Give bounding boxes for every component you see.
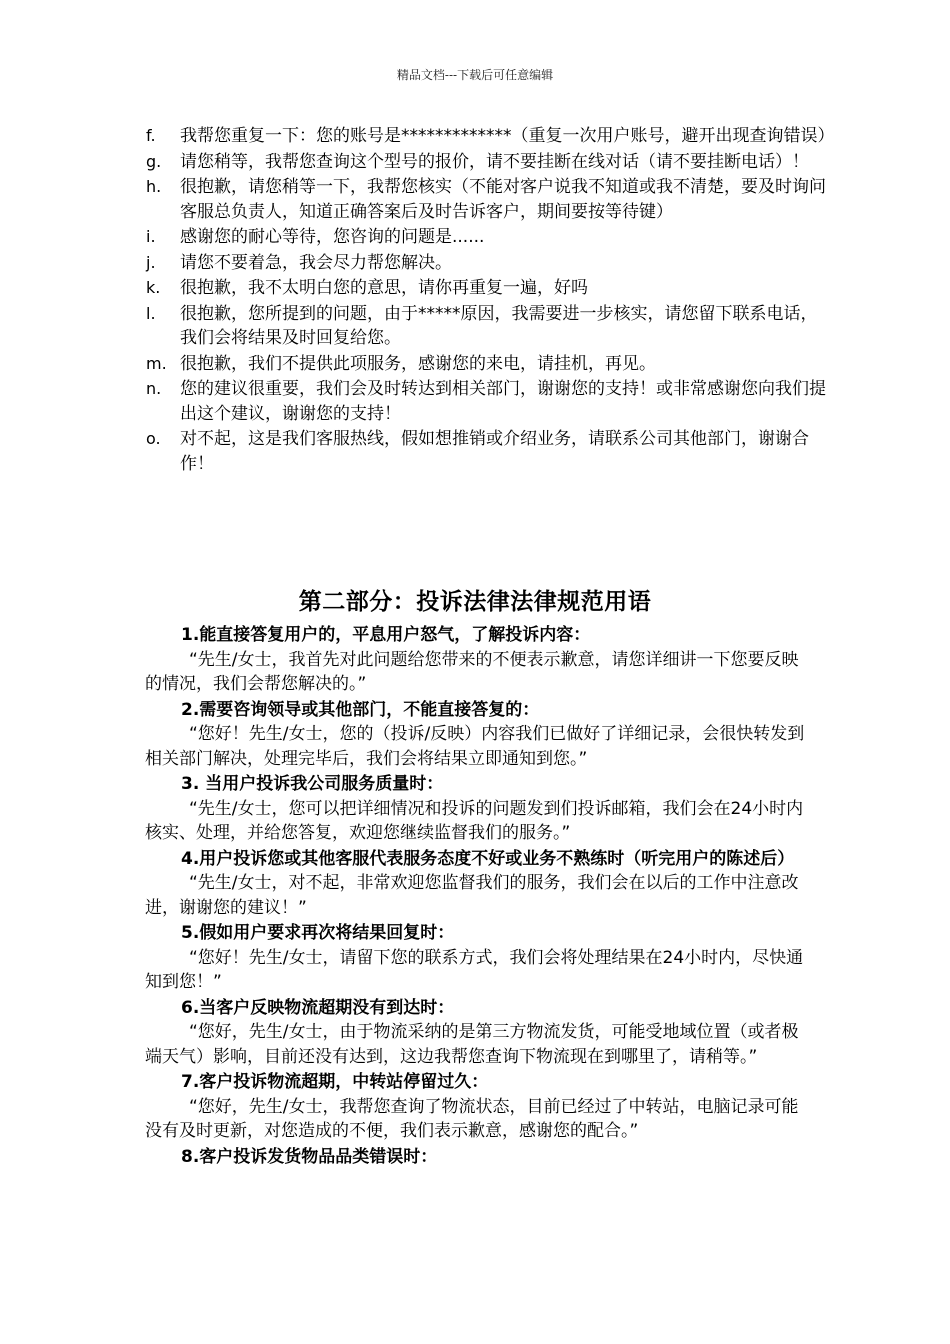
qa-answer: “先生/女士，我首先对此问题给您带来的不便表示歉意，请您详细讲一下您要反映的情况，我们会帮您解决的。” [145,649,799,694]
list-item [146,352,826,377]
list-marker: j. [146,252,156,272]
qa-answer: “您好！先生/女士，请留下您的联系方式，我们会将处理结果在24小时内，尽快通知到您！” [145,947,804,992]
list-item [146,427,826,476]
list-item-text: 我帮您重复一下：您的账号是*************（重复一次用户账号，避开出现查询错误） [180,126,835,146]
list-marker: g. [146,151,162,171]
qa-answer: “您好！先生/女士，您的（投诉/反映）内容我们已做好了详细记录，会很快转发到相关部门解决，处理完毕后，我们会将结果立即通知到您。” [145,724,805,769]
list-item [146,225,826,250]
list-item [146,124,835,149]
list-marker: n. [146,379,162,398]
list-marker: m. [146,353,167,373]
qa-question: 3. 当用户投诉我公司服务质量时： [181,774,444,794]
list-item [146,175,826,224]
list-item [146,251,826,276]
list-marker: h. [146,177,162,196]
list-item [146,377,826,426]
qa-question: 8.客户投诉发货物品品类错误时： [181,1146,438,1167]
page-header: 精品文档---下载后可任意编辑 [396,68,554,82]
list-item [146,150,826,175]
qa-answer: “先生/女士，对不起，非常欢迎您监督我们的服务，我们会在以后的工作中注意改进，谢谢您的建议！” [145,873,799,918]
list-item-text: 很抱歉，您所提到的问题，由于*****原因，我需要进一步核实，请您留下联系电话，我们会将结果及时回复给您。 [180,303,818,348]
section-title: 第二部分：投诉法律法律规范用语 [298,589,652,615]
list-item-text: 请您不要着急，我会尽力帮您解决。 [180,252,452,273]
list-marker: k. [146,278,161,297]
qa-section [145,623,810,1169]
qa-answer: “先生/女士，您可以把详细情况和投诉的问题发到们投诉邮箱，我们会在24小时内核实、处理，并给您答复，欢迎您继续监督我们的服务。” [145,798,804,843]
list-marker: f. [146,126,156,145]
qa-question: 5.假如用户要求再次将结果回复时： [181,923,455,943]
list-item-text: 感谢您的耐心等待，您咨询的问题是...... [180,227,485,247]
list-item-text: 对不起，这是我们客服热线，假如想推销或介绍业务，请联系公司其他部门，谢谢合作！ [180,429,809,474]
list-item [146,276,826,301]
list-marker: o. [146,429,161,448]
qa-question: 2.需要咨询领导或其他部门，不能直接答复的： [181,699,540,720]
qa-question: 6.当客户反映物流超期没有到达时： [181,997,455,1018]
phrase-list [146,124,835,477]
list-item [146,302,826,351]
list-item-text: 请您稍等，我帮您查询这个型号的报价，请不要挂断在线对话（请不要挂断电话）！ [180,151,809,172]
list-item-text: 很抱歉，我们不提供此项服务，感谢您的来电，请挂机，再见。 [180,353,656,374]
list-item-text: 很抱歉，我不太明白您的意思，请你再重复一遍，好吗 [180,278,588,298]
qa-answer: “您好，先生/女士，由于物流采纳的是第三方物流发货，可能受地域位置（或者极端天气）影响，目前还没有达到，这边我帮您查询下物流现在到哪里了，请稍等。” [145,1022,799,1067]
qa-question: 1.能直接答复用户的，平息用户怒气，了解投诉内容： [181,625,591,645]
qa-question: 7.客户投诉物流超期，中转站停留过久： [181,1072,489,1092]
list-marker: i. [146,227,156,246]
qa-answer: “您好，先生/女士，我帮您查询了物流状态，目前已经过了中转站，电脑记录可能没有及时更新，对您造成的不便，我们表示歉意，感谢您的配合。” [145,1096,799,1141]
list-item-text: 很抱歉，请您稍等一下，我帮您核实（不能对客户说我不知道或我不清楚，要及时询问客服总负责人，知道正确答案后及时告诉客户，期间要按等待键） [180,177,826,222]
list-marker: l. [146,303,156,323]
list-item-text: 您的建议很重要，我们会及时转达到相关部门，谢谢您的支持！或非常感谢您向我们提出这个建议，谢谢您的支持！ [180,379,826,424]
qa-question: 4.用户投诉您或其他客服代表服务态度不好或业务不熟练时（听完用户的陈述后） [181,848,795,869]
